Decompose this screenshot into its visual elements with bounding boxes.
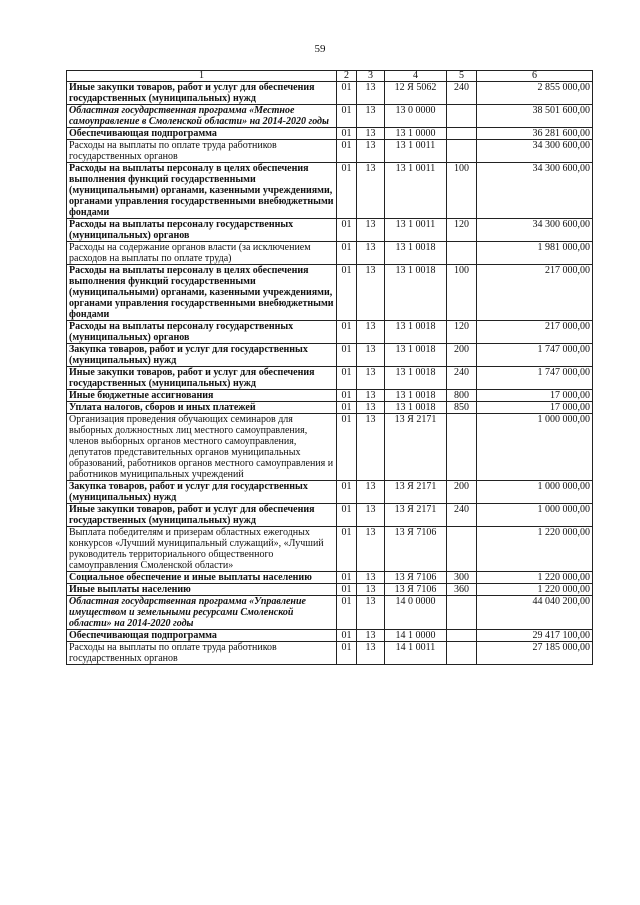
cell-expense-type: 120 [447,219,477,242]
cell-subsection: 13 [357,344,385,367]
cell-amount: 217 000,00 [477,321,593,344]
cell-amount: 1 747 000,00 [477,367,593,390]
cell-expense-type: 850 [447,402,477,414]
table-row [67,527,593,572]
cell-section: 01 [337,242,357,265]
cell-target-article: 13 Я 2171 [385,414,447,481]
cell-target-article: 13 1 0018 [385,367,447,390]
cell-subsection: 13 [357,367,385,390]
cell-name: Областная государственная программа «Управление имуществом и земельными ресурсами Смоленской области» на 2014-2020 годы [67,596,337,630]
cell-name: Уплата налогов, сборов и иных платежей [67,402,337,414]
cell-section: 01 [337,572,357,584]
cell-target-article: 13 1 0018 [385,344,447,367]
cell-amount: 1 747 000,00 [477,344,593,367]
cell-name: Расходы на выплаты персоналу государственных (муниципальных) органов [67,219,337,242]
page-number: 59 [314,43,326,55]
cell-section: 01 [337,367,357,390]
cell-amount: 44 040 200,00 [477,596,593,630]
cell-section: 01 [337,630,357,642]
cell-target-article: 13 1 0018 [385,390,447,402]
cell-name: Иные закупки товаров, работ и услуг для обеспечения государственных (муниципальных) нужд [67,367,337,390]
table-row [67,82,593,105]
cell-section: 01 [337,414,357,481]
cell-name: Расходы на содержание органов власти (за исключением расходов на выплаты по оплате труда) [67,242,337,265]
cell-amount: 217 000,00 [477,265,593,321]
cell-amount: 34 300 600,00 [477,163,593,219]
cell-subsection: 13 [357,527,385,572]
cell-section: 01 [337,265,357,321]
cell-name: Закупка товаров, работ и услуг для государственных (муниципальных) нужд [67,481,337,504]
cell-name: Социальное обеспечение и иные выплаты населению [67,572,337,584]
cell-expense-type [447,527,477,572]
cell-name: Закупка товаров, работ и услуг для государственных (муниципальных) нужд [67,344,337,367]
cell-subsection: 13 [357,402,385,414]
table-row [67,596,593,630]
cell-name: Расходы на выплаты по оплате труда работников государственных органов [67,642,337,665]
cell-amount: 17 000,00 [477,402,593,414]
cell-amount: 17 000,00 [477,390,593,402]
cell-name: Расходы на выплаты персоналу в целях обеспечения выполнения функций государственными (муниципальными) органами, казенными учреждениями, органами управления государственными внебюджетными фондами [67,265,337,321]
cell-expense-type [447,105,477,128]
table-row [67,321,593,344]
table-body [67,82,593,665]
cell-expense-type: 240 [447,367,477,390]
cell-subsection: 13 [357,242,385,265]
cell-target-article: 13 Я 7106 [385,584,447,596]
cell-subsection: 13 [357,219,385,242]
cell-amount: 1 220 000,00 [477,527,593,572]
table-row [67,140,593,163]
cell-expense-type: 240 [447,82,477,105]
cell-section: 01 [337,140,357,163]
cell-expense-type: 240 [447,504,477,527]
cell-section: 01 [337,527,357,572]
cell-target-article: 13 1 0011 [385,163,447,219]
cell-subsection: 13 [357,140,385,163]
cell-section: 01 [337,642,357,665]
cell-amount: 1 220 000,00 [477,572,593,584]
cell-expense-type: 360 [447,584,477,596]
cell-expense-type [447,596,477,630]
cell-amount: 1 000 000,00 [477,481,593,504]
cell-expense-type: 300 [447,572,477,584]
cell-name: Расходы на выплаты по оплате труда работников государственных органов [67,140,337,163]
table-row [67,128,593,140]
table-header-row [67,71,593,82]
cell-target-article: 13 1 0011 [385,140,447,163]
cell-expense-type: 100 [447,265,477,321]
cell-expense-type [447,630,477,642]
table-row [67,504,593,527]
cell-name: Областная государственная программа «Местное самоуправление в Смоленской области» на 2014-2020 годы [67,105,337,128]
table-row [67,163,593,219]
cell-amount: 1 981 000,00 [477,242,593,265]
cell-section: 01 [337,344,357,367]
cell-expense-type [447,128,477,140]
cell-target-article: 13 1 0011 [385,219,447,242]
cell-expense-type [447,642,477,665]
table-row [67,390,593,402]
cell-amount: 29 417 100,00 [477,630,593,642]
cell-subsection: 13 [357,105,385,128]
cell-amount: 2 855 000,00 [477,82,593,105]
cell-subsection: 13 [357,630,385,642]
cell-target-article: 12 Я 5062 [385,82,447,105]
cell-name: Обеспечивающая подпрограмма [67,630,337,642]
cell-target-article: 14 1 0000 [385,630,447,642]
cell-section: 01 [337,321,357,344]
column-header-target-article: 4 [385,71,447,82]
cell-expense-type [447,414,477,481]
cell-expense-type: 200 [447,481,477,504]
cell-section: 01 [337,402,357,414]
cell-section: 01 [337,390,357,402]
cell-subsection: 13 [357,82,385,105]
table-row [67,265,593,321]
cell-name: Обеспечивающая подпрограмма [67,128,337,140]
cell-subsection: 13 [357,584,385,596]
table-row [67,367,593,390]
cell-target-article: 13 Я 2171 [385,504,447,527]
column-header-subsection: 3 [357,71,385,82]
table-row [67,344,593,367]
table-row [67,572,593,584]
cell-target-article: 13 1 0018 [385,402,447,414]
column-header-section: 2 [337,71,357,82]
table-row [67,219,593,242]
cell-amount: 38 501 600,00 [477,105,593,128]
table-row [67,105,593,128]
cell-amount: 1 000 000,00 [477,504,593,527]
cell-name: Иные выплаты населению [67,584,337,596]
cell-expense-type: 800 [447,390,477,402]
cell-expense-type: 100 [447,163,477,219]
cell-subsection: 13 [357,390,385,402]
cell-target-article: 13 1 0018 [385,321,447,344]
cell-subsection: 13 [357,481,385,504]
cell-section: 01 [337,82,357,105]
cell-name: Иные закупки товаров, работ и услуг для обеспечения государственных (муниципальных) нужд [67,504,337,527]
cell-section: 01 [337,219,357,242]
cell-subsection: 13 [357,414,385,481]
cell-name: Расходы на выплаты персоналу в целях обеспечения выполнения функций государственными (муниципальными) органами, казенными учреждениями, органами управления государственными внебюджетными фондами [67,163,337,219]
cell-subsection: 13 [357,163,385,219]
cell-section: 01 [337,105,357,128]
cell-subsection: 13 [357,642,385,665]
cell-subsection: 13 [357,596,385,630]
cell-expense-type [447,242,477,265]
cell-name: Иные закупки товаров, работ и услуг для обеспечения государственных (муниципальных) нужд [67,82,337,105]
cell-amount: 1 220 000,00 [477,584,593,596]
table-row [67,414,593,481]
cell-amount: 34 300 600,00 [477,219,593,242]
cell-expense-type [447,140,477,163]
cell-expense-type: 120 [447,321,477,344]
cell-subsection: 13 [357,265,385,321]
cell-amount: 1 000 000,00 [477,414,593,481]
table-row [67,242,593,265]
budget-table [66,70,593,665]
cell-subsection: 13 [357,321,385,344]
cell-section: 01 [337,584,357,596]
cell-name: Выплата победителям и призерам областных ежегодных конкурсов «Лучший муниципальный служащий», «Лучший руководитель территориального общественного самоуправления Смоленской области» [67,527,337,572]
cell-target-article: 13 1 0018 [385,242,447,265]
cell-target-article: 13 1 0018 [385,265,447,321]
cell-name: Иные бюджетные ассигнования [67,390,337,402]
cell-subsection: 13 [357,504,385,527]
cell-section: 01 [337,481,357,504]
column-header-name: 1 [67,71,337,82]
cell-target-article: 14 0 0000 [385,596,447,630]
cell-target-article: 14 1 0011 [385,642,447,665]
table-row [67,630,593,642]
cell-name: Расходы на выплаты персоналу государственных (муниципальных) органов [67,321,337,344]
cell-amount: 27 185 000,00 [477,642,593,665]
cell-target-article: 13 Я 2171 [385,481,447,504]
cell-target-article: 13 0 0000 [385,105,447,128]
cell-name: Организация проведения обучающих семинаров для выборных должностных лиц местного самоуправления, членов выборных органов местного самоуправления, депутатов представительных органов муниципальных образований, работников органов местного самоуправления и работников муниципальных учреждений [67,414,337,481]
cell-target-article: 13 1 0000 [385,128,447,140]
table-row [67,584,593,596]
cell-section: 01 [337,128,357,140]
cell-subsection: 13 [357,572,385,584]
cell-expense-type: 200 [447,344,477,367]
cell-section: 01 [337,163,357,219]
column-header-expense-type: 5 [447,71,477,82]
cell-amount: 34 300 600,00 [477,140,593,163]
cell-section: 01 [337,596,357,630]
column-header-amount: 6 [477,71,593,82]
cell-target-article: 13 Я 7106 [385,527,447,572]
cell-subsection: 13 [357,128,385,140]
cell-target-article: 13 Я 7106 [385,572,447,584]
table-row [67,642,593,665]
cell-amount: 36 281 600,00 [477,128,593,140]
cell-section: 01 [337,504,357,527]
table-row [67,481,593,504]
table-row [67,402,593,414]
